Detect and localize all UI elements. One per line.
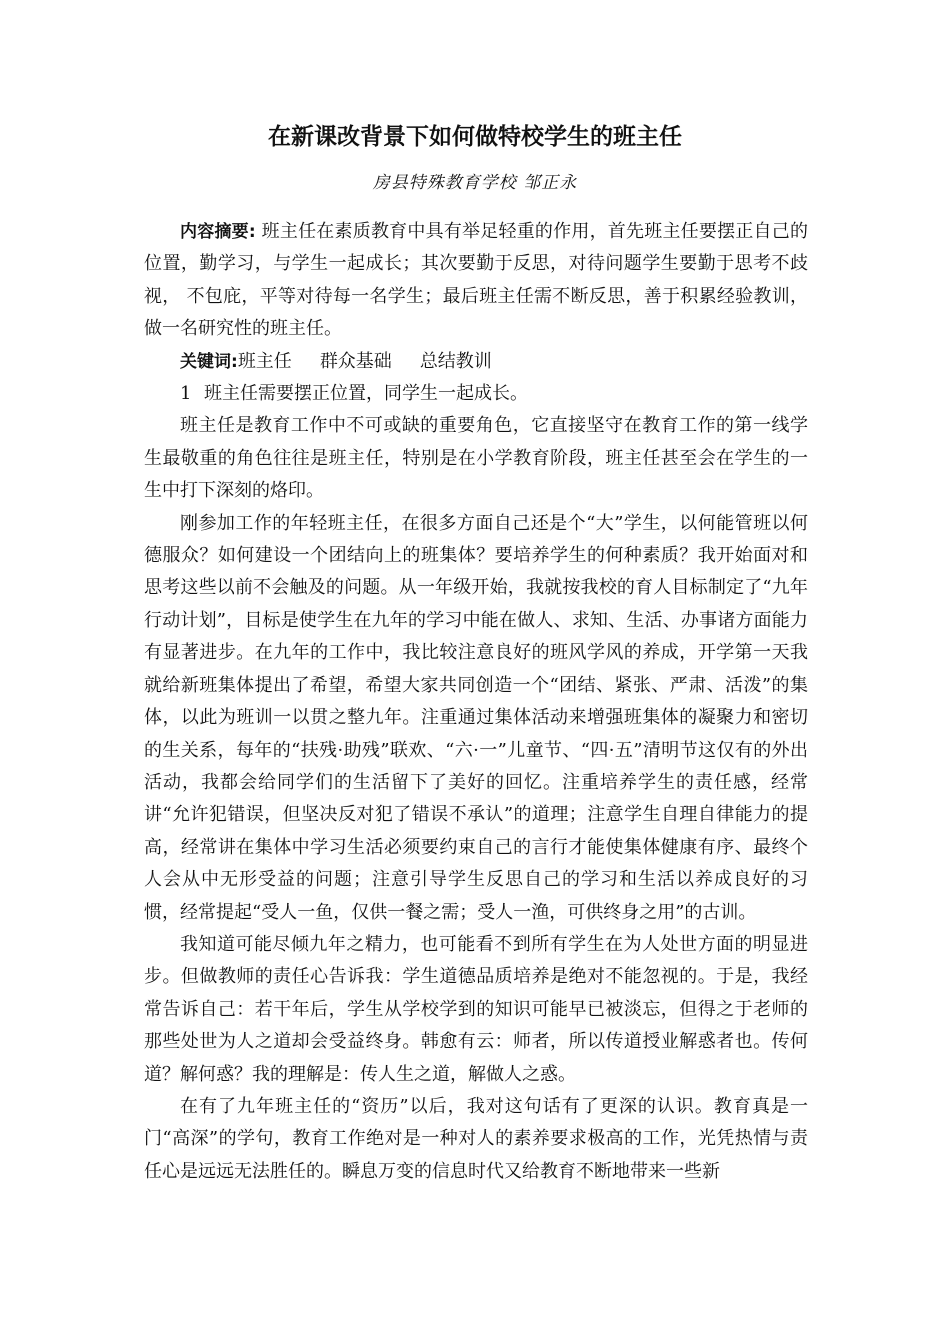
keyword-item: 总结教训 [419, 350, 492, 372]
author-line: 房县特殊教育学校 邹正永 [372, 173, 578, 193]
section-heading-text: 班主任需要摆正位置，同学生一起成长。 [204, 383, 528, 405]
abstract-label: 内容摘要: [180, 222, 256, 242]
body-paragraph: 班主任是教育工作中不可或缺的重要角色，它直接坚守在教育工作的第一线学生最敬重的角色往往是班主任，特别是在小学教育阶段，班主任甚至会在学生的一生中打下深刻的烙印。 [144, 415, 808, 502]
keywords-label: 关键词: [180, 351, 238, 372]
body-paragraph: 在有了九年班主任的“资历”以后，我对这句话有了更深的认识。教育真是一门“高深”的学句，教育工作绝对是一种对人的素养要求极高的工作，光凭热情与责任心是远远无法胜任的。瞬息万变的信息时代又给教育不断地带来一些新 [144, 1095, 808, 1182]
body-paragraph: 我知道可能尽倾九年之精力，也可能看不到所有学生在为人处世方面的明显进步。但做教师的责任心告诉我：学生道德品质培养是绝对不能忽视的。于是，我经常告诉自己：若干年后，学生从学校学到的知识可能早已被淡忘，但得之于老师的那些处世为人之道却会受益终身。韩愈有云：师者，所以传道授业解惑者也。传何道？解何惑？我的理解是：传人生之道，解做人之惑。 [144, 933, 808, 1085]
document-title: 在新课改背景下如何做特校学生的班主任 [268, 124, 682, 150]
abstract-paragraph [144, 216, 808, 346]
section-number: 1 [180, 383, 192, 405]
section-heading [144, 378, 808, 410]
document-body [144, 216, 808, 1188]
body-paragraph: 刚参加工作的年轻班主任，在很多方面自己还是个“大”学生，以何能管班以何德服众？如何建设一个团结向上的班集体？要培养学生的何种素质？我开始面对和思考这些以前不会触及的问题。从一年级开始，我就按我校的育人目标制定了“九年行动计划”，目标是使学生在九年的学习中能在做人、求知、生活、办事诸方面能力有显著进步。在九年的工作中，我比较注意良好的班风学风的养成，开学第一天我就给新班集体提出了希望，希望大家共同创造一个“团结、紧张、严肃、活泼”的集体，以此为班训一以贯之整九年。注重通过集体活动来增强班集体的凝聚力和密切的生关系，每年的“扶残·助残”联欢、“六·一”儿童节、“四·五”清明节这仅有的外出活动，我都会给同学们的生活留下了美好的回忆。注重培养学生的责任感，经常讲“允许犯错误，但坚决反对犯了错误不承认”的道理；注意学生自理自律能力的提高，经常讲在集体中学习生活必须要约束自己的言行才能使集体健康有序、最终个人会从中无形受益的问题；注意引导学生反思自己的学习和生活以养成良好的习惯，经常提起“受人一鱼，仅供一餐之需；受人一渔，可供终身之用”的古训。 [144, 512, 808, 923]
keywords-line [144, 346, 808, 378]
keyword-item: 群众基础 [319, 350, 392, 372]
abstract-text: 班主任在素质教育中具有举足轻重的作用，首先班主任要摆正自己的位置，勤学习，与学生一起成长；其次要勤于反思，对待问题学生要勤于思考不歧视， 不包庇，平等对待每一名学生；最后班主任需不断反思，善于积累经验教训，做一名研究性的班主任。 [144, 221, 808, 340]
keyword-item: 班主任 [237, 350, 292, 372]
